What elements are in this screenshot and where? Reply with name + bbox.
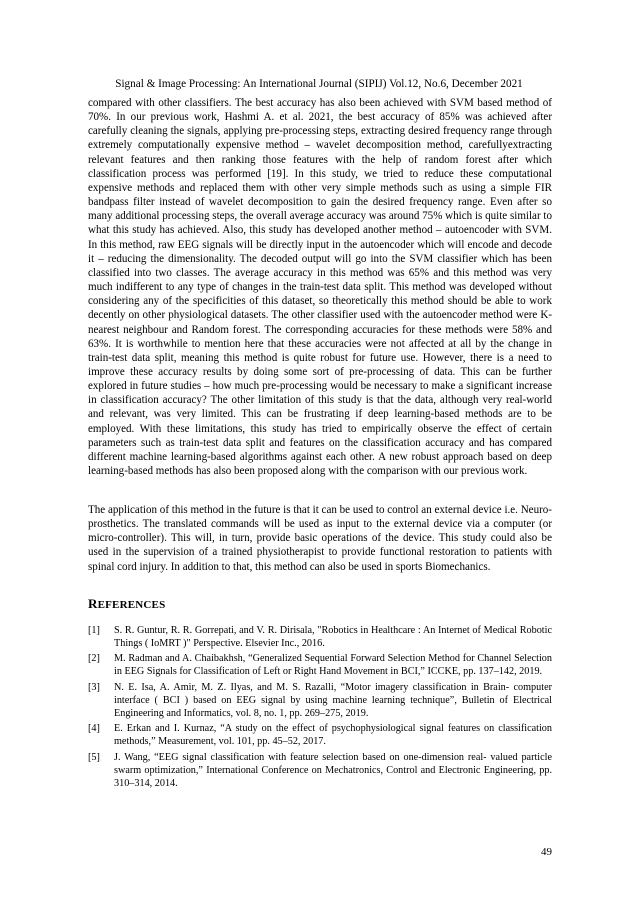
references-list xyxy=(88,624,552,792)
references-heading-rest: EFERENCES xyxy=(97,599,166,611)
reference-item xyxy=(88,722,552,748)
reference-number: [4] xyxy=(88,723,100,735)
body-paragraph-2 xyxy=(88,503,552,574)
reference-text: E. Erkan and I. Kurnaz, “A study on the effect of psychophysiological signal features on classification methods,” Measurement, vol. 101, pp. 45–52, 2017. xyxy=(114,723,552,748)
reference-number: [1] xyxy=(88,625,100,636)
reference-item xyxy=(88,681,552,720)
reference-text: N. E. Isa, A. Amir, M. Z. Ilyas, and M. S. Razalli, “Motor imagery classification in Brain- computer interface ( BCI ) based on EEG signal by using machine learning technique”, Bulletin of Electrical Engineering and Informatics, vol. 8, no. 1, pp. 269–275, 2019. xyxy=(114,681,552,719)
paragraph-text: The application of this method in the future is that it can be used to control an external device i.e. Neuro-prosthetics. The translated commands will be used as input to the external device via a computer (or micro-controller). This will, in turn, provide basic operations of the device. This study could also be used in the supervision of a trained physiotherapist to provide functional restoration to patients with spinal cord injury. In addition to that, this method can also be used in sports Biomechanics. xyxy=(88,504,552,573)
page-number: 49 xyxy=(541,846,552,858)
references-heading xyxy=(88,596,165,612)
reference-item xyxy=(88,751,552,790)
reference-text: S. R. Guntur, R. R. Gorrepati, and V. R. Dirisala, "Robotics in Healthcare : An Internet of Medical Robotic Things ( IoMRT )" Perspective. Elsevier Inc., 2016. xyxy=(114,625,552,650)
references-heading-initial: R xyxy=(88,596,98,611)
paragraph-text: compared with other classifiers. The best accuracy has also been achieved with SVM based method of 70%. In our previous work, Hashmi A. et al. 2021, the best accuracy of 85% was achieved after carefully cleaning the signals, applying pre-processing steps, extracting desired frequency range through extremely computationally expensive method – wavelet decomposition method, carefullyextracting relevant features and then ranking those features with the help of random forest after which classification process was performed [19]. In this study, we tried to reduce these computational expensive methods and replaced them with other very simple methods such as using a simple FIR bandpass filter instead of wavelet decomposition to gain the desired frequency range. Even after so many additional processing steps, the overall average accuracy was around 75% which is quite similar to what this study has achieved. Also, this study has developed another method – autoencoder with SVM. In this method, raw EEG signals will be directly input in the autoencoder which will encode and decode it – reducing the dimensionality. The decoded output will go into the SVM classifier which has been classified into two classes. The average accuracy in this method was 65% and this method was very much indifferent to any type of changes in the train-test data split. This method was developed without considering any of the specificities of this dataset, so theoretically this method should be able to work decently on other physiological datasets. The other classifier used with the autoencoder method were K-nearest neighbour and Random forest. The corresponding accuracies for these methods were 58% and 63%. It is worthwhile to mention here that these accuracies were not affected at all by the change in train-test data split, meaning this method is quite robust for future use. However, there is a need to improve these accuracy results by doing some sort of pre-processing of data. This can be further explored in future studies – how much pre-processing would be necessary to make a significant increase in classification accuracy? The other limitation of this study is that the data, although very real-world and relevant, was very limited. This can be frustrating if deep learning-based methods are to be employed. With these limitations, this study has tried to empirically observe the effect of certain parameters such as train-test data split and features on the classification accuracy and has compared different machine learning-based algorithms against each other. A new robust approach based on deep learning-based methods has also been proposed along with the comparison with our previous work. xyxy=(88,97,552,478)
reference-number: [3] xyxy=(88,681,100,693)
reference-item xyxy=(88,624,552,650)
running-header: Signal & Image Processing: An International Journal (SIPIJ) Vol.12, No.6, December 2021 xyxy=(115,78,523,90)
reference-text: M. Radman and A. Chaibakhsh, “Generalized Sequential Forward Selection Method for Channel Selection in EEG Signals for Classification of Left or Right Hand Movement in BCI,” ICCKE, pp. 137–142, 2019. xyxy=(114,653,552,678)
reference-number: [2] xyxy=(88,653,100,665)
reference-text: J. Wang, “EEG signal classification with feature selection based on one-dimension real- valued particle swarm optimization,” International Conference on Mechatronics, Control and Electronic Engineering, pp. 310–314, 2014. xyxy=(114,751,552,789)
reference-item xyxy=(88,652,552,678)
body-paragraph-1 xyxy=(88,96,552,478)
reference-number: [5] xyxy=(88,751,100,763)
